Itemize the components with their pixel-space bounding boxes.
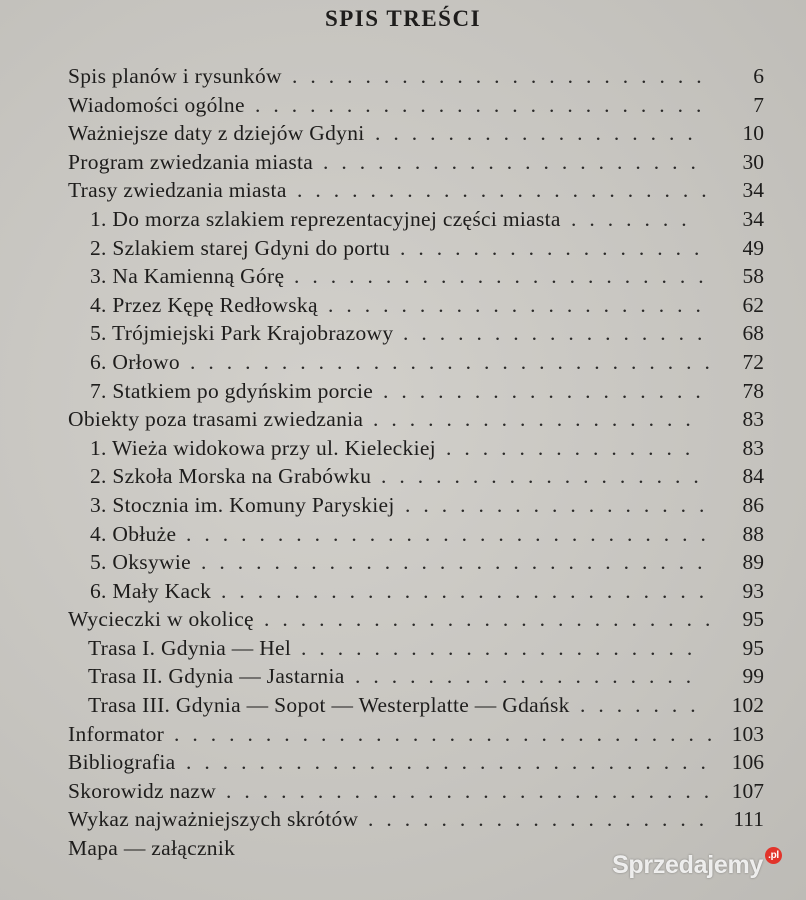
toc-entry xyxy=(0,548,806,577)
toc-entry-page: 103 xyxy=(731,721,764,746)
toc-leader-dots: ......................... xyxy=(255,92,715,117)
toc-entry xyxy=(0,462,806,491)
toc-entry-page: 68 xyxy=(742,321,764,346)
toc-entry-label: 6. Mały Kack xyxy=(90,578,212,603)
toc-entry-label: 3. Na Kamienną Górę xyxy=(90,264,285,289)
toc-entry-label: 7. Statkiem po gdyńskim porcie xyxy=(90,378,374,403)
toc-entry-page: 106 xyxy=(731,750,764,775)
toc-entry xyxy=(0,605,806,634)
toc-entry-label: Wiadomości ogólne xyxy=(68,92,245,117)
toc-leader-dots: ................... xyxy=(368,807,718,832)
toc-leader-dots: ................. xyxy=(405,492,718,517)
toc-entry-label: Informator xyxy=(68,721,165,746)
toc-entry-page: 95 xyxy=(742,607,764,632)
toc-leader-dots: ............................ xyxy=(201,550,716,575)
toc-entry-page: 93 xyxy=(742,578,764,603)
toc-entry-page: 83 xyxy=(742,435,764,460)
toc-leader-dots: ...................... xyxy=(301,635,706,660)
toc-entry-label: 6. Orłowo xyxy=(90,349,180,374)
toc-leader-dots: ................. xyxy=(400,235,713,260)
toc-entry-page: 84 xyxy=(742,464,764,489)
toc-entry-page: 83 xyxy=(742,407,764,432)
toc-entry-page: 30 xyxy=(742,149,764,174)
toc-entry-page: 107 xyxy=(731,778,764,803)
toc-entry-page: 102 xyxy=(731,693,764,718)
toc-entry-label: Obiekty poza trasami zwiedzania xyxy=(68,407,364,432)
toc-leader-dots: ..................... xyxy=(323,149,709,174)
toc-leader-dots: ........................... xyxy=(221,578,718,603)
toc-leader-dots: ..................... xyxy=(328,292,714,317)
toc-entry-label: 3. Stocznia im. Komuny Paryskiej xyxy=(90,492,395,517)
toc-entry-label: 2. Szlakiem starej Gdyni do portu xyxy=(90,235,391,260)
toc-leader-dots: .................. xyxy=(383,378,714,403)
toc-entry-page: 34 xyxy=(742,206,764,231)
toc-entry-page: 49 xyxy=(742,235,764,260)
toc-entry-label: Trasa II. Gdynia — Jastarnia xyxy=(88,664,345,689)
toc-leader-dots: ......................... xyxy=(264,607,724,632)
toc-entry-label: Program zwiedzania miasta xyxy=(68,149,314,174)
toc-entry xyxy=(0,62,806,91)
toc-entry-page: 78 xyxy=(742,378,764,403)
toc-entry xyxy=(0,377,806,406)
toc-entry-label: Ważniejsze daty z dziejów Gdyni xyxy=(68,121,365,146)
toc-leader-dots: ........................... xyxy=(226,778,723,803)
toc-leader-dots: .................. xyxy=(373,407,704,432)
toc-entry xyxy=(0,148,806,177)
toc-entry-label: Wykaz najważniejszych skrótów xyxy=(68,807,359,832)
toc-leader-dots: ............................. xyxy=(186,521,719,546)
toc-entry xyxy=(0,176,806,205)
toc-entry xyxy=(0,262,806,291)
toc-leader-dots: ............................. xyxy=(190,349,723,374)
toc-entry xyxy=(0,234,806,263)
toc-entry-page: 7 xyxy=(753,92,764,117)
toc-entry-page: 72 xyxy=(742,349,764,374)
toc-leader-dots: ....................... xyxy=(297,178,720,203)
toc-entry-label: Trasa III. Gdynia — Sopot — Westerplatte — Gdańsk xyxy=(88,693,570,718)
toc-entry xyxy=(0,691,806,720)
toc-entry-page: 58 xyxy=(742,264,764,289)
toc-leader-dots: .................. xyxy=(381,464,712,489)
toc-entry xyxy=(0,577,806,606)
toc-entry-label: 4. Obłuże xyxy=(90,521,177,546)
page-title: SPIS TREŚCI xyxy=(324,6,482,31)
toc-entry xyxy=(0,748,806,777)
toc-entry-page: 6 xyxy=(753,64,764,88)
toc-entry xyxy=(0,291,806,320)
toc-entry-label: 1. Wieża widokowa przy ul. Kieleckiej xyxy=(90,435,436,460)
toc-leader-dots: ....... xyxy=(571,206,700,231)
toc-entry xyxy=(0,319,806,348)
toc-entry-label: 5. Oksywie xyxy=(90,550,191,575)
toc-entry xyxy=(0,205,806,234)
toc-entry-page: 34 xyxy=(742,178,764,203)
toc-entry-label: Spis planów i rysunków xyxy=(68,64,282,88)
toc-entry-label: Trasa I. Gdynia — Hel xyxy=(88,635,292,660)
toc-entry xyxy=(0,119,806,148)
toc-entry xyxy=(0,662,806,691)
toc-entry xyxy=(0,434,806,463)
toc-entry xyxy=(0,777,806,806)
toc-entry xyxy=(0,520,806,549)
toc-entry xyxy=(0,491,806,520)
toc-entry-label: Wycieczki w okolicę xyxy=(68,607,254,632)
watermark-logo xyxy=(612,851,782,880)
toc-entry-page: 62 xyxy=(742,292,764,317)
toc-leader-dots: ....... xyxy=(580,693,709,718)
toc-entry xyxy=(0,405,806,434)
table-of-contents xyxy=(0,62,806,863)
watermark-badge: .pl xyxy=(765,847,782,864)
toc-entry-label: 2. Szkoła Morska na Grabówku xyxy=(90,464,372,489)
toc-leader-dots: .............. xyxy=(446,435,704,460)
toc-entry-page: 89 xyxy=(742,550,764,575)
toc-leader-dots: .............................. xyxy=(174,721,726,746)
toc-leader-dots: ....................... xyxy=(294,264,717,289)
toc-entry-label: Skorowidz nazw xyxy=(68,778,217,803)
toc-entry-page: 88 xyxy=(742,521,764,546)
toc-entry-page: 99 xyxy=(742,664,764,689)
toc-entry-label: 1. Do morza szlakiem reprezentacyjnej części miasta xyxy=(90,206,561,231)
toc-leader-dots: ................. xyxy=(403,321,716,346)
toc-entry xyxy=(0,348,806,377)
toc-entry xyxy=(0,634,806,663)
watermark-text: Sprzedajemy xyxy=(612,851,763,879)
toc-entry-page: 95 xyxy=(742,635,764,660)
toc-leader-dots: ....................... xyxy=(292,64,715,88)
toc-entry-page: 10 xyxy=(742,121,764,146)
toc-entry-label: Mapa — załącznik xyxy=(68,836,236,861)
toc-leader-dots: .................. xyxy=(375,121,706,146)
toc-entry-page: 111 xyxy=(733,807,764,832)
toc-leader-dots: ............................. xyxy=(186,750,719,775)
toc-entry-page: 86 xyxy=(742,492,764,517)
toc-entry xyxy=(0,805,806,834)
toc-entry-label: 4. Przez Kępę Redłowską xyxy=(90,292,318,317)
toc-leader-dots: ................... xyxy=(355,664,705,689)
toc-entry-label: Bibliografia xyxy=(68,750,176,775)
toc-entry-label: 5. Trójmiejski Park Krajobrazowy xyxy=(90,321,394,346)
toc-entry xyxy=(0,91,806,120)
toc-entry xyxy=(0,720,806,749)
toc-entry-label: Trasy zwiedzania miasta xyxy=(68,178,287,203)
